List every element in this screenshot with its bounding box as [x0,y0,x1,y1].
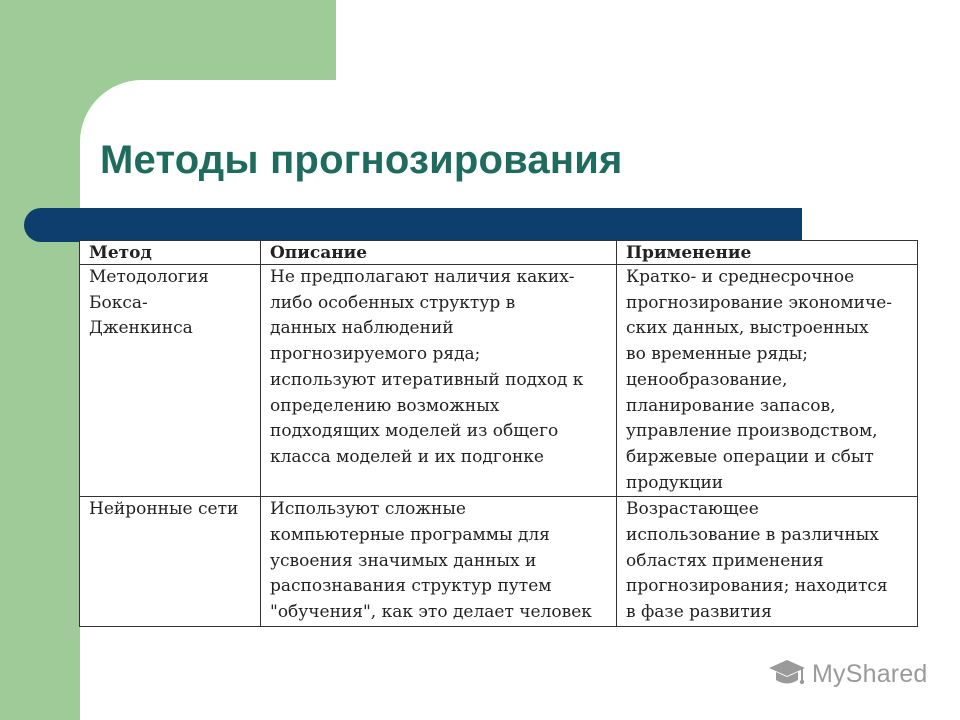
cell-line: Не предполагают наличия каких- [270,267,575,287]
cell-line: прогнозирования; находится [626,576,888,597]
cell-line: распознавания структур путем [270,576,552,597]
cell-line: прогнозируемого ряда; [270,344,481,365]
slide-title: Методы прогнозирования [100,138,623,182]
cell-line: планирование запасов, [626,395,836,416]
application-cell [617,497,918,627]
application-cell [617,265,918,497]
mortarboard-icon [768,658,806,690]
cell-line: продукции [626,472,724,493]
description-cell [261,265,617,497]
cell-line: усвоения значимых данных и [270,550,537,571]
cell-line: во временные ряды; [626,344,808,365]
cell-line: ценообразование, [626,369,788,390]
cell-line: Кратко- и среднесрочное [626,267,855,287]
watermark-text: MyShared [812,659,928,688]
cell-line: подходящих моделей из общего [270,421,559,442]
header-application: Применение [617,241,918,265]
cell-line: Бокса- [89,292,148,313]
cell-line: либо особенных структур в [270,292,516,313]
cell-line: управление производством, [626,421,878,442]
cell-line: в фазе развития [626,602,772,623]
cell-line: Методология [89,267,209,287]
header-description: Описание [261,241,617,265]
decorative-bar [24,208,802,242]
table-header-row [80,241,918,265]
method-cell [80,265,261,497]
header-method: Метод [80,241,261,265]
cell-line: областях применения [626,550,824,571]
myshared-watermark[interactable] [768,656,928,692]
cell-line: определению возможных [270,395,500,416]
cell-line: ских данных, выстроенных [626,318,869,339]
cell-line: класса моделей и их подгонке [270,446,544,467]
cell-line: компьютерные программы для [270,525,550,546]
table-row [80,497,918,627]
table-row [80,265,918,497]
methods-table [79,240,918,627]
cell-line: Нейронные сети [89,499,239,520]
cell-line: Дженкинса [89,318,193,339]
cell-line: Используют сложные [270,499,466,520]
cell-line: Возрастающее [626,499,759,520]
cell-line: "обучения", как это делает человек [270,602,592,623]
cell-line: данных наблюдений [270,318,454,339]
cell-line: использование в различных [626,525,879,546]
method-cell [80,497,261,627]
cell-line: прогнозирование экономиче- [626,292,893,313]
cell-line: используют итеративный подход к [270,369,584,390]
description-cell [261,497,617,627]
cell-line: биржевые операции и сбыт [626,446,874,467]
